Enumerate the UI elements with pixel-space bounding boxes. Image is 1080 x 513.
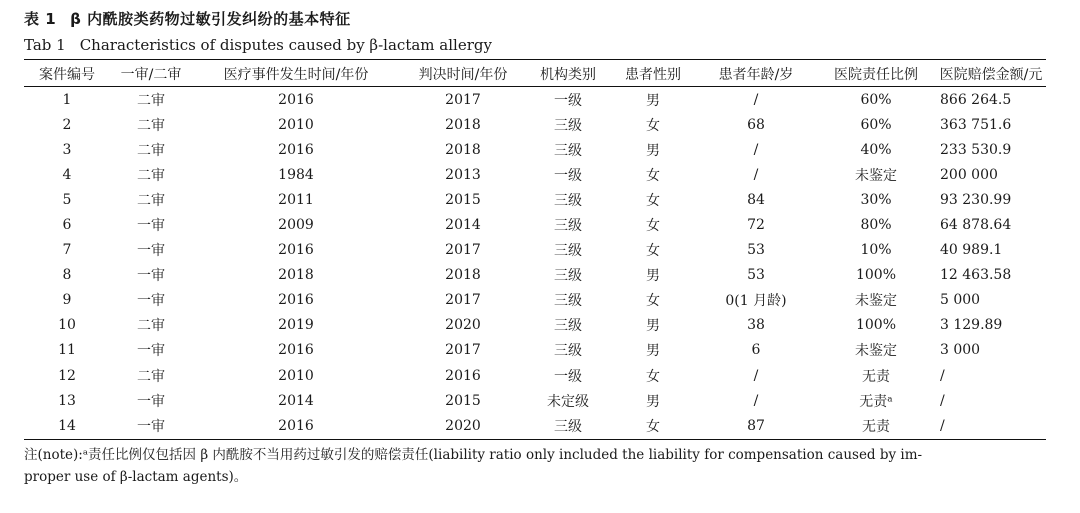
header-case-id: 案件编号 — [39, 66, 95, 83]
header-liability-ratio: 医院责任比例 — [834, 66, 918, 83]
cell-patient-age: 0(1 月龄) — [725, 293, 787, 310]
cell-trial-level: 二审 — [137, 318, 165, 335]
cell-compensation-amount: 233 530.9 — [940, 141, 1012, 158]
cell-compensation-amount: 363 751.6 — [940, 116, 1012, 133]
cell-liability-ratio: 无责ᵃ — [859, 393, 893, 410]
cell-trial-level: 二审 — [137, 192, 165, 209]
cell-event-year: 2016 — [278, 417, 314, 434]
cell-compensation-amount: 40 989.1 — [940, 242, 1003, 259]
cell-institution-level: 三级 — [554, 218, 582, 235]
cell-judgment-year: 2015 — [445, 392, 481, 409]
cell-institution-level: 一级 — [554, 368, 582, 385]
cell-liability-ratio: 100% — [855, 267, 897, 284]
cell-compensation-amount: 5 000 — [940, 292, 981, 309]
cell-patient-age: 72 — [747, 217, 765, 234]
cell-liability-ratio: 无责 — [862, 418, 890, 435]
cell-patient-age: 53 — [747, 267, 765, 284]
cell-patient-sex: 男 — [646, 393, 660, 410]
cell-trial-level: 二审 — [137, 368, 165, 385]
cell-patient-sex: 女 — [646, 293, 660, 310]
cell-event-year: 2014 — [278, 392, 314, 409]
cell-event-year: 2016 — [278, 342, 314, 359]
cell-patient-sex: 男 — [646, 318, 660, 335]
cell-patient-age: 53 — [747, 242, 765, 259]
cell-institution-level: 一级 — [554, 92, 582, 109]
cell-case-id: 14 — [58, 417, 76, 434]
cell-patient-age: 68 — [747, 116, 765, 133]
cell-trial-level: 二审 — [137, 167, 165, 184]
cell-compensation-amount: / — [940, 367, 945, 384]
cell-trial-level: 二审 — [137, 92, 165, 109]
cell-liability-ratio: 10% — [860, 242, 892, 259]
cell-case-id: 8 — [62, 267, 72, 284]
cell-case-id: 2 — [62, 116, 72, 133]
cell-judgment-year: 2018 — [445, 267, 481, 284]
cell-judgment-year: 2015 — [445, 191, 481, 208]
cell-trial-level: 二审 — [137, 117, 165, 134]
cell-trial-level: 一审 — [137, 243, 165, 260]
cell-compensation-amount: 64 878.64 — [940, 217, 1012, 234]
cell-judgment-year: 2017 — [445, 292, 481, 309]
cell-event-year: 2010 — [278, 367, 314, 384]
cell-judgment-year: 2018 — [445, 116, 481, 133]
cell-case-id: 7 — [62, 242, 72, 259]
cell-case-id: 10 — [58, 317, 76, 334]
cell-patient-sex: 女 — [646, 218, 660, 235]
table-caption-en: Characteristics of disputes caused by β-lactam allergy — [79, 36, 492, 54]
cell-event-year: 2016 — [278, 91, 314, 108]
cell-judgment-year: 2020 — [445, 417, 481, 434]
cell-patient-age: 84 — [747, 191, 765, 208]
cell-compensation-amount: 200 000 — [940, 166, 998, 183]
cell-liability-ratio: 60% — [860, 91, 892, 108]
cell-liability-ratio: 30% — [860, 191, 892, 208]
cell-trial-level: 一审 — [137, 343, 165, 360]
table-header-row — [24, 62, 1046, 85]
table-row — [24, 87, 1046, 112]
cell-institution-level: 三级 — [554, 268, 582, 285]
header-judgment-year: 判决时间/年份 — [418, 66, 508, 83]
cell-patient-sex: 女 — [646, 418, 660, 435]
table-number-cn: 表 1 — [24, 10, 57, 28]
cell-compensation-amount: 93 230.99 — [940, 191, 1012, 208]
cell-patient-sex: 女 — [646, 192, 660, 209]
cell-event-year: 2018 — [278, 267, 314, 284]
table-row — [24, 187, 1046, 212]
table-row — [24, 162, 1046, 187]
cell-trial-level: 一审 — [137, 218, 165, 235]
cell-institution-level: 三级 — [554, 117, 582, 134]
cell-judgment-year: 2013 — [445, 166, 481, 183]
cell-institution-level: 未定级 — [547, 393, 589, 410]
cell-liability-ratio: 60% — [860, 116, 892, 133]
cell-case-id: 11 — [58, 342, 76, 359]
cell-patient-sex: 女 — [646, 117, 660, 134]
cell-event-year: 2016 — [278, 141, 314, 158]
cell-patient-sex: 女 — [646, 167, 660, 184]
cell-case-id: 3 — [62, 141, 72, 158]
table-caption-cn: β 内酰胺类药物过敏引发纠纷的基本特征 — [70, 10, 351, 28]
cell-case-id: 4 — [62, 166, 72, 183]
cell-patient-age: 38 — [747, 317, 765, 334]
cell-judgment-year: 2020 — [445, 317, 481, 334]
cell-institution-level: 三级 — [554, 318, 582, 335]
cell-patient-sex: 男 — [646, 268, 660, 285]
table-row — [24, 137, 1046, 162]
cell-patient-age: 87 — [747, 417, 765, 434]
cell-event-year: 2010 — [278, 116, 314, 133]
header-compensation-amount: 医院赔偿金额/元 — [939, 66, 1043, 83]
cell-liability-ratio: 100% — [855, 317, 897, 334]
cell-liability-ratio: 未鉴定 — [855, 293, 897, 310]
table-footnote — [24, 444, 1046, 488]
cell-judgment-year: 2017 — [445, 342, 481, 359]
cell-judgment-year: 2017 — [445, 242, 481, 259]
cell-case-id: 6 — [62, 217, 72, 234]
cell-event-year: 2019 — [278, 317, 314, 334]
table-row — [24, 363, 1046, 388]
top-rule — [24, 59, 1046, 60]
header-patient-age: 患者年龄/岁 — [718, 66, 794, 83]
cell-institution-level: 三级 — [554, 142, 582, 159]
cell-case-id: 13 — [58, 392, 76, 409]
cell-trial-level: 一审 — [137, 393, 165, 410]
cell-institution-level: 三级 — [554, 418, 582, 435]
cell-liability-ratio: 未鉴定 — [855, 343, 897, 360]
cell-patient-age: / — [753, 141, 759, 158]
cell-institution-level: 三级 — [554, 243, 582, 260]
table-title-en — [24, 36, 492, 54]
cell-patient-age: / — [753, 166, 759, 183]
header-institution-level: 机构类别 — [540, 66, 596, 83]
cell-trial-level: 一审 — [137, 293, 165, 310]
cell-trial-level: 一审 — [137, 418, 165, 435]
cell-patient-age: / — [753, 91, 759, 108]
cell-institution-level: 一级 — [554, 167, 582, 184]
cell-liability-ratio: 80% — [860, 217, 892, 234]
table-row — [24, 263, 1046, 288]
cell-compensation-amount: / — [940, 417, 945, 434]
cell-case-id: 12 — [58, 367, 76, 384]
cell-institution-level: 三级 — [554, 192, 582, 209]
cell-judgment-year: 2017 — [445, 91, 481, 108]
footnote-line-2: proper use of β-lactam agents)。 — [24, 469, 248, 485]
cell-compensation-amount: 3 000 — [940, 342, 981, 359]
cell-compensation-amount: 3 129.89 — [940, 317, 1003, 334]
cell-event-year: 2011 — [278, 191, 314, 208]
cell-judgment-year: 2016 — [445, 367, 481, 384]
cell-liability-ratio: 40% — [860, 141, 892, 158]
cell-judgment-year: 2014 — [445, 217, 481, 234]
cell-patient-age: / — [753, 392, 759, 409]
cell-institution-level: 三级 — [554, 343, 582, 360]
table-row — [24, 313, 1046, 338]
cell-trial-level: 二审 — [137, 142, 165, 159]
cell-patient-sex: 男 — [646, 142, 660, 159]
table-row — [24, 212, 1046, 237]
header-trial-level: 一审/二审 — [120, 66, 182, 83]
table-row — [24, 413, 1046, 438]
cell-judgment-year: 2018 — [445, 141, 481, 158]
cell-compensation-amount: 12 463.58 — [940, 267, 1012, 284]
cell-event-year: 2016 — [278, 292, 314, 309]
cell-event-year: 1984 — [278, 166, 314, 183]
header-event-year: 医疗事件发生时间/年份 — [223, 66, 369, 83]
table-number-en: Tab 1 — [24, 36, 66, 54]
cell-patient-sex: 男 — [646, 92, 660, 109]
cell-trial-level: 一审 — [137, 268, 165, 285]
cell-liability-ratio: 未鉴定 — [855, 167, 897, 184]
table-row — [24, 288, 1046, 313]
cell-event-year: 2009 — [278, 217, 314, 234]
table-row — [24, 388, 1046, 413]
cell-compensation-amount: 866 264.5 — [940, 91, 1012, 108]
cell-patient-age: / — [753, 367, 759, 384]
table-row — [24, 238, 1046, 263]
cell-patient-sex: 女 — [646, 243, 660, 260]
table-title-cn — [24, 8, 351, 29]
cell-case-id: 1 — [62, 91, 72, 108]
cell-event-year: 2016 — [278, 242, 314, 259]
cell-case-id: 9 — [62, 292, 72, 309]
table-row — [24, 112, 1046, 137]
cell-patient-sex: 男 — [646, 343, 660, 360]
header-patient-sex: 患者性别 — [625, 66, 681, 83]
bottom-rule — [24, 439, 1046, 440]
cell-case-id: 5 — [62, 191, 72, 208]
cell-liability-ratio: 无责 — [862, 368, 890, 385]
cell-patient-sex: 女 — [646, 368, 660, 385]
table-body — [24, 87, 1046, 438]
cell-institution-level: 三级 — [554, 293, 582, 310]
cell-compensation-amount: / — [940, 392, 945, 409]
footnote-line-1: 注(note):ᵃ责任比例仅包括因 β 内酰胺不当用药过敏引发的赔偿责任(liability ratio only included the liability for compensation caused by im- — [24, 447, 923, 463]
table-row — [24, 338, 1046, 363]
cell-patient-age: 6 — [751, 342, 761, 359]
